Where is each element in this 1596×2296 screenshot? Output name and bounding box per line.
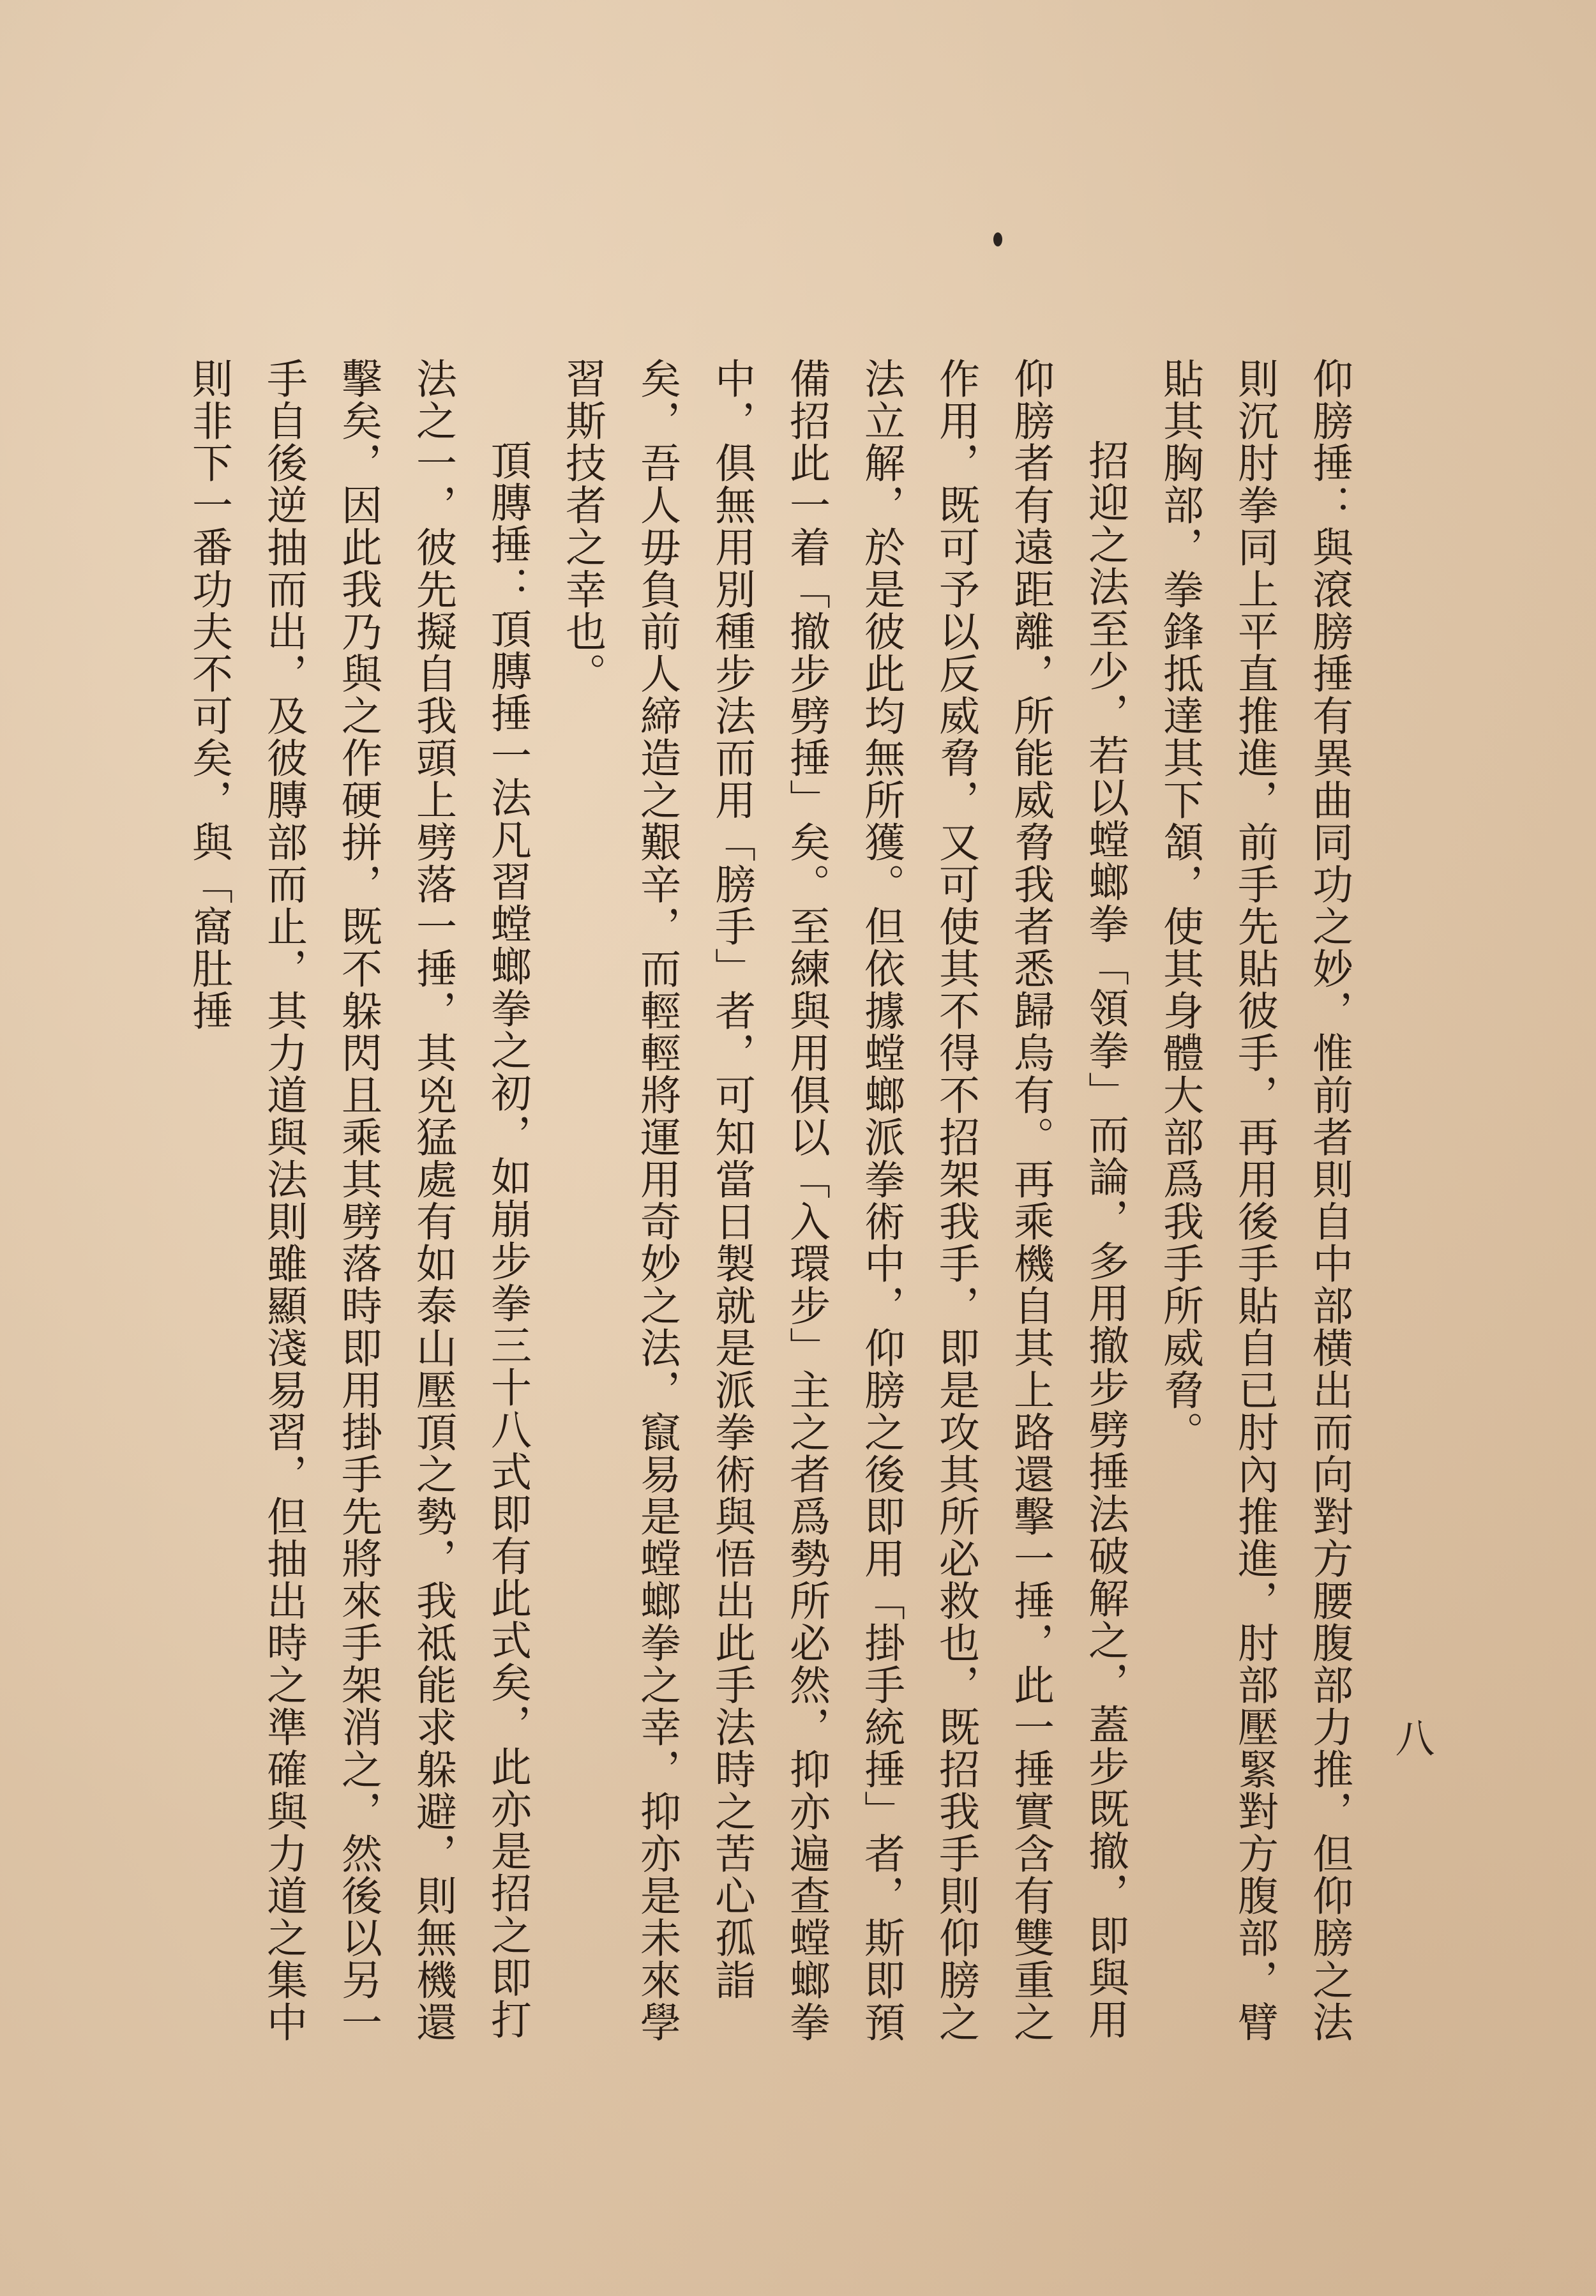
- page-number: 八: [1389, 1718, 1435, 1757]
- paragraph-yang-bang-chui: 仰膀捶：與滾膀捶有異曲同功之妙，惟前者則自中部横出而向對方腰腹部力推，但仰膀之法則沉肘拳同上平直推進，前手先貼彼手，再用後手貼自已肘內推進，肘部壓緊對方腹部，臂貼其胸部，拳鋒抵達其下頷，使其身體大部爲我手所威脅。: [1156, 358, 1353, 2043]
- vertical-text-body: [171, 358, 1366, 2081]
- ink-speck: [993, 232, 1002, 246]
- paragraph-ding-bo-chui: 頂膞捶：頂膞捶一法凡習螳螂拳之初，如崩步拳三十八式即有此式矣，此亦是招之即打法之一，彼先擬自我頭上劈落一捶，其兇猛處有如泰山壓頂之勢，我祗能求躲避，則無機還擊矣，因此我乃與之作硬拼，既不躲閃且乘其劈落時即用掛手先將來手架消之，然後以另一手自後逆抽而出，及彼膞部而止，其力道與法則雖顯淺易習，但抽出時之準確與力道之集中則非下一番功夫不可矣，與「窩肚捶: [185, 358, 531, 2043]
- paragraph-zhao-ying-zhi-fa: 招迎之法至少，若以螳螂拳「領拳」而論，多用撤步劈捶法破解之，蓋步既撤，即與用仰膀者有遠距離，所能威脅我者悉歸烏有。再乘機自其上路還擊一捶，此一捶實含有雙重之作用，既可予以反威脅，又可使其不得不招架我手，即是攻其所必救也，既招我手則仰膀之法立解，於是彼此均無所獲。但依據螳螂派拳術中，仰膀之後即用「掛手統捶」者，斯即預備招此一着「撤步劈捶」矣。至練與用俱以「入環步」主之者爲勢所必然，抑亦遍查螳螂拳中，俱無用別種步法而用「膀手」者，可知當日製就是派拳術與悟出此手法時之苦心孤詣矣，吾人毋負前人締造之艱辛，而輕輕將運用奇妙之法，竄易是螳螂拳之幸，抑亦是未來學習斯技者之幸也。: [559, 358, 1129, 2043]
